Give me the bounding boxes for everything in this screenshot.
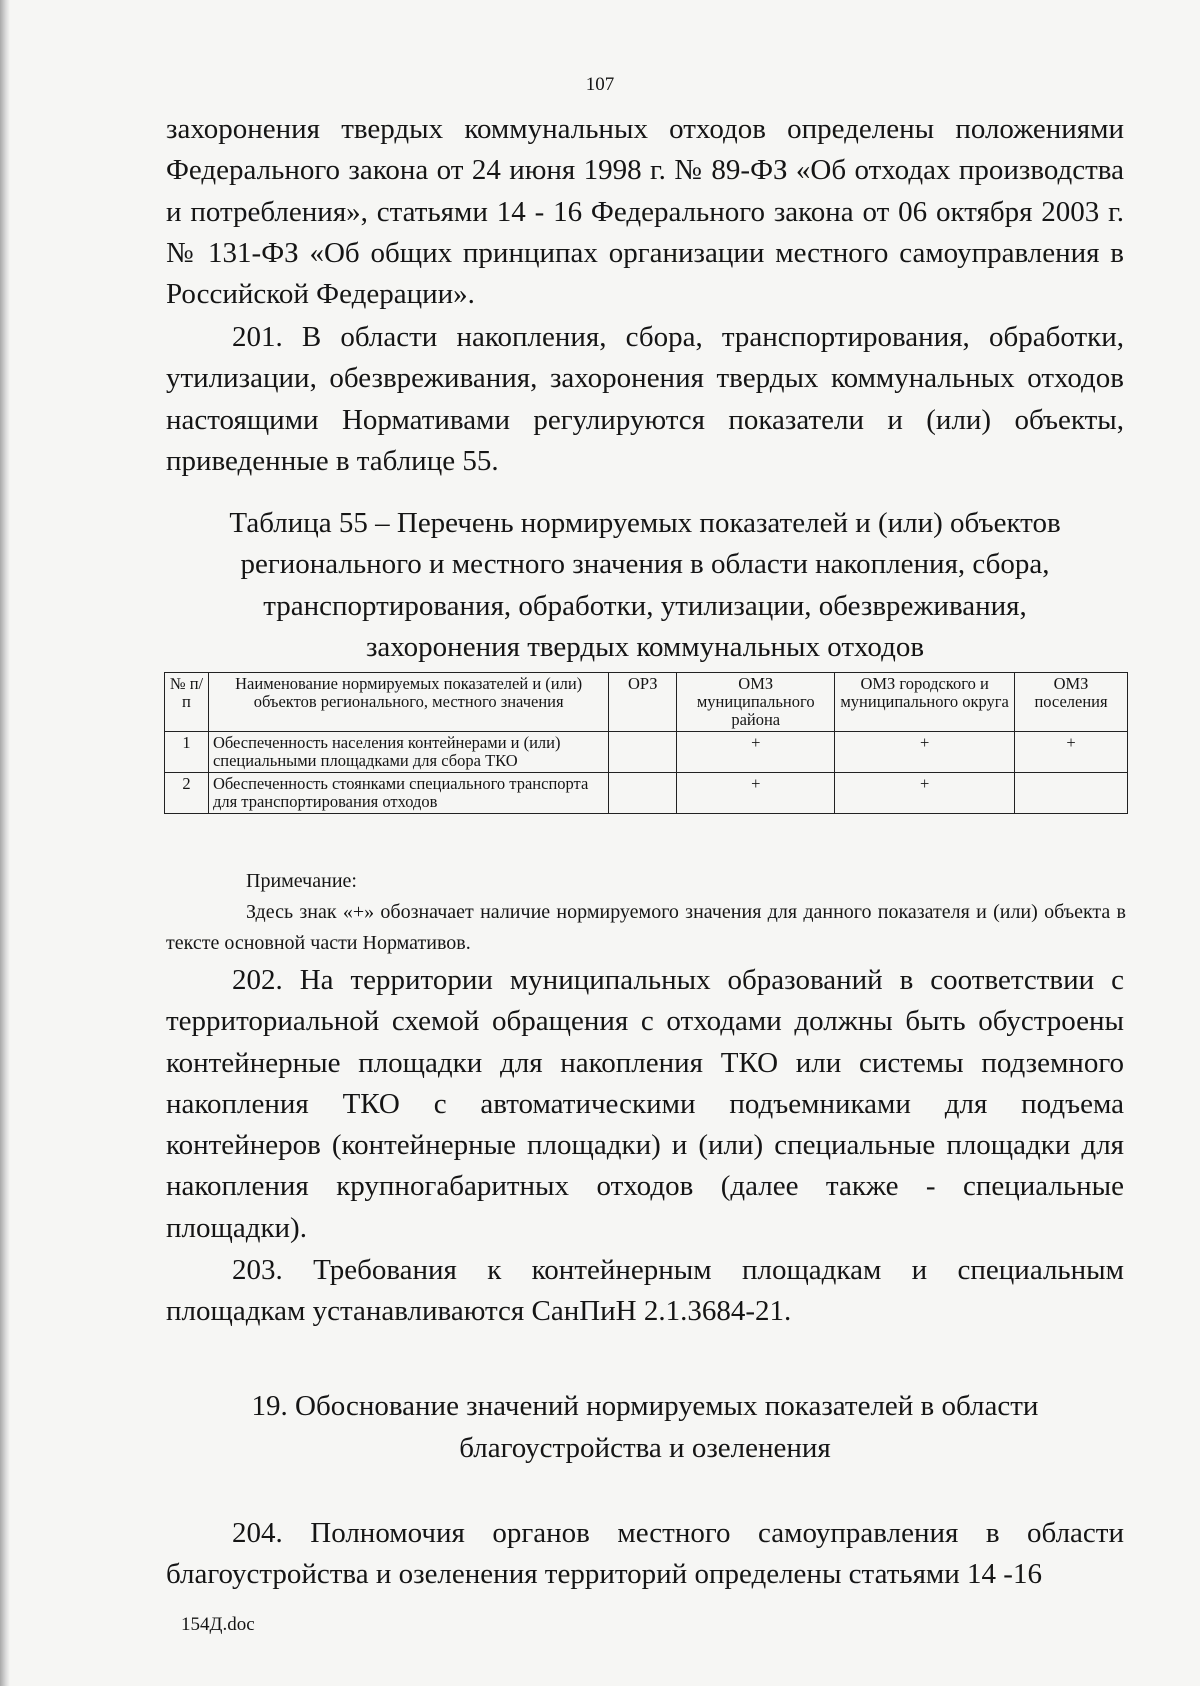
table-caption [166,503,1124,668]
section-heading [166,1385,1124,1469]
cell-number: 1 [165,732,209,773]
norms-table [164,672,1128,814]
table-row [165,773,1128,814]
cell-orz [609,732,677,773]
section-heading-line: 19. Обоснование значений нормируемых показателей в области [251,1390,1039,1422]
footer-filename: 154Д.doc [181,1614,255,1635]
header-omz-district: ОМЗ муниципального района [677,673,835,732]
cell-omz-district: + [677,732,835,773]
cell-name: Обеспеченность населения контейнерами и (или) специальными площадками для сбора ТКО [208,732,608,773]
header-name: Наименование нормируемых показателей и (или) объектов регионального, местного значения [208,673,608,732]
table-caption-line: захоронения твердых коммунальных отходов [365,630,925,663]
paragraph-201: 201. В области накопления, сбора, транспортирования, обработки, утилизации, обезвреживания, захоронения твердых коммунальных отходов настоящими Нормативами регулируются показатели и (или) объекты, приведенные в таблице 55. [166,321,1124,477]
cell-omz-district: + [677,773,835,814]
header-orz: ОРЗ [609,673,677,732]
paragraph-continuation: захоронения твердых коммунальных отходов определены положениями Федерального закона от 24 июня 1998 г. № 89-ФЗ «Об отходах производства и потребления», статьями 14 - 16 Федерального закона от 06 октября 2003 г. № 131-ФЗ «Об общих принципах организации местного самоуправления в Российской Федерации». [166,113,1124,311]
table-header-row [165,673,1128,732]
note-text: Здесь знак «+» обозначает наличие нормируемого значения для данного показателя и (или) объекта в тексте основной части Нормативов. [166,901,1126,954]
paragraph-203: 203. Требования к контейнерным площадкам и специальным площадкам устанавливаются СанПиН 2.1.3684-21. [166,1254,1124,1328]
page-number: 107 [585,74,615,95]
cell-omz-settlement: + [1015,732,1128,773]
table-caption-line: Таблица 55 – Перечень нормируемых показателей и (или) объектов [229,507,1061,539]
note-label: Примечание: [246,870,357,892]
paragraph-202: 202. На территории муниципальных образований в соответствии с территориальной схемой обращения с отходами должны быть обустроены контейнерные площадки для накопления ТКО или системы подземного накопления ТКО с автоматическими подъемниками для подъема контейнеров (контейнерные площадки) и (или) специальные площадки для накопления крупногабаритных отходов (далее также - специальные площадки). [166,964,1124,1244]
cell-omz-okrug: + [835,773,1015,814]
cell-omz-okrug: + [835,732,1015,773]
cell-omz-settlement [1015,773,1128,814]
section-heading-line: благоустройства и озеленения [459,1432,831,1464]
cell-orz [609,773,677,814]
header-omz-okrug: ОМЗ городского и муниципального округа [835,673,1015,732]
header-omz-settlement: ОМЗ поселения [1015,673,1128,732]
cell-number: 2 [165,773,209,814]
paragraph-204: 204. Полномочия органов местного самоуправления в области благоустройства и озеленения территорий определены статьями 14 -16 [166,1517,1124,1591]
table-caption-line: транспортирования, обработки, утилизации, обезвреживания, [263,589,1027,622]
cell-name: Обеспеченность стоянками специального транспорта для транспортирования отходов [208,773,608,814]
table-caption-line: регионального и местного значения в области накопления, сбора, [240,548,1050,581]
table-row [165,732,1128,773]
header-number: № п/п [165,673,209,732]
